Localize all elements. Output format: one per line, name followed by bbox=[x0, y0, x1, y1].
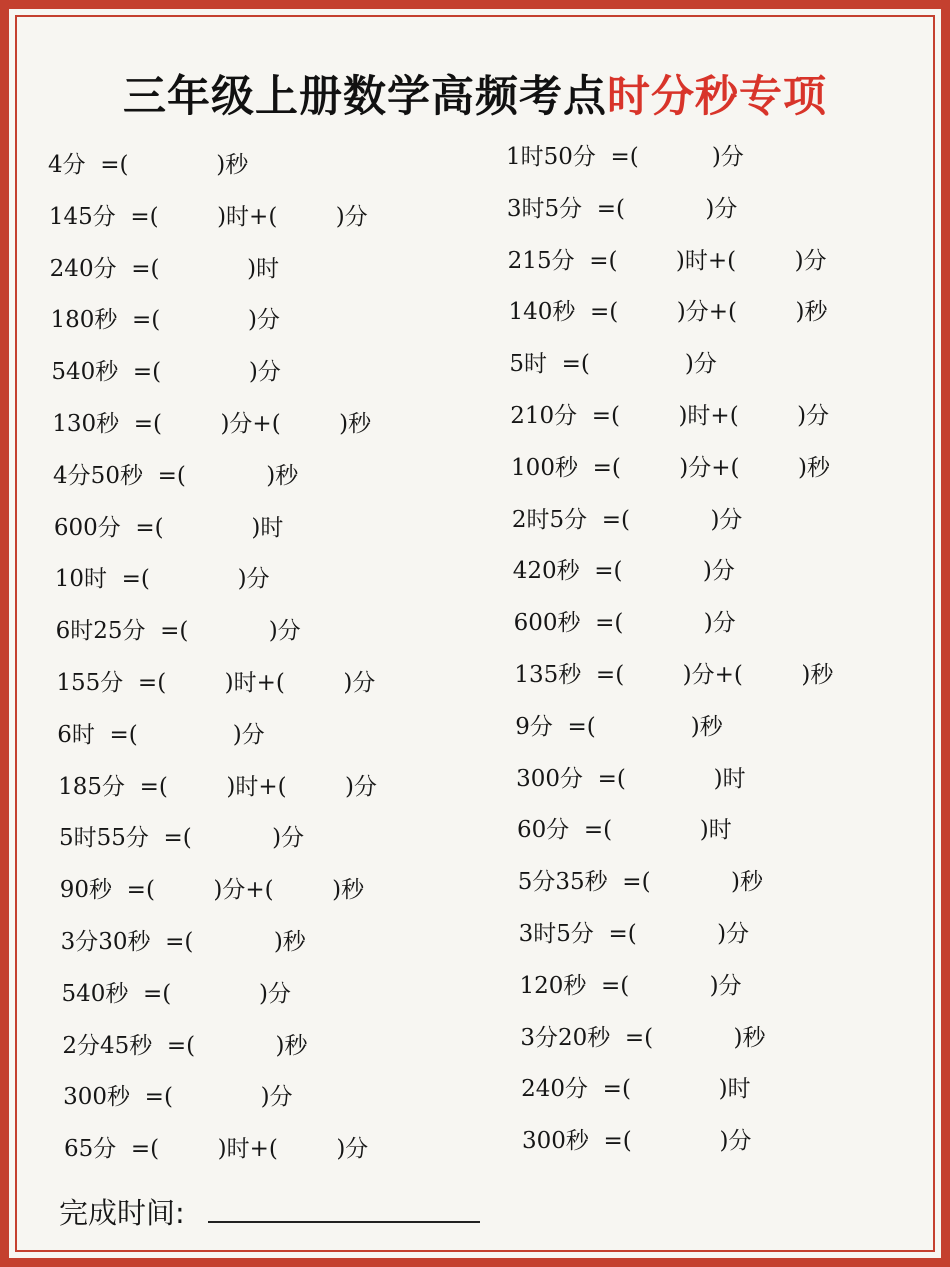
problem-item[interactable]: 300秒 =( )分 bbox=[63, 1084, 293, 1111]
completion-time-label: 完成时间: bbox=[59, 1196, 185, 1230]
problem-item[interactable]: 60分 =( )时 bbox=[516, 817, 732, 844]
problem-item[interactable]: 5时55分 =( )分 bbox=[58, 825, 305, 852]
problem-item[interactable]: 2分45秒 =( )秒 bbox=[62, 1032, 308, 1059]
problem-item[interactable]: 600分 =( )时 bbox=[53, 514, 284, 541]
problem-item[interactable]: 2时5分 =( )分 bbox=[511, 506, 743, 533]
problem-item[interactable]: 215分 =( )时+( )分 bbox=[507, 247, 827, 274]
problem-item[interactable]: 4分 =( )秒 bbox=[48, 152, 249, 178]
completion-time-blank[interactable] bbox=[208, 1221, 480, 1223]
problem-item[interactable]: 6时 =( )分 bbox=[57, 721, 265, 748]
problem-item[interactable]: 155分 =( )时+( )分 bbox=[56, 670, 376, 696]
problem-item[interactable]: 140秒 =( )分+( )秒 bbox=[508, 299, 828, 326]
problem-item[interactable]: 9分 =( )秒 bbox=[515, 713, 723, 740]
problem-item[interactable]: 240分 =( )时 bbox=[49, 255, 280, 282]
problem-item[interactable]: 300分 =( )时 bbox=[516, 765, 746, 792]
problem-item[interactable]: 5时 =( )分 bbox=[509, 351, 717, 378]
problem-item[interactable]: 240分 =( )时 bbox=[521, 1076, 751, 1103]
problem-item[interactable]: 1时50分 =( )分 bbox=[506, 144, 744, 170]
worksheet bbox=[9, 9, 941, 1258]
problem-item[interactable]: 120秒 =( )分 bbox=[519, 972, 742, 999]
problem-item[interactable]: 210分 =( )时+( )分 bbox=[510, 403, 830, 429]
problem-item[interactable]: 90秒 =( )分+( )秒 bbox=[59, 877, 365, 904]
problem-item[interactable]: 145分 =( )时+( )分 bbox=[48, 203, 368, 230]
problem-item[interactable]: 3时5分 =( )分 bbox=[518, 921, 750, 947]
problem-item[interactable]: 4分50秒 =( )秒 bbox=[53, 462, 299, 489]
problem-item[interactable]: 3分30秒 =( )秒 bbox=[60, 929, 306, 955]
problem-item[interactable]: 100秒 =( )分+( )秒 bbox=[511, 454, 830, 481]
problem-item[interactable]: 135秒 =( )分+( )秒 bbox=[514, 662, 834, 688]
title-accent: 时分秒专项 bbox=[607, 72, 827, 122]
page-title bbox=[11, 63, 939, 124]
problem-item[interactable]: 5分35秒 =( )秒 bbox=[517, 869, 763, 896]
problem-item[interactable]: 130秒 =( )分+( )秒 bbox=[52, 411, 372, 437]
problem-item[interactable]: 65分 =( )时+( )分 bbox=[64, 1136, 369, 1163]
problem-item[interactable]: 3分20秒 =( )秒 bbox=[520, 1024, 766, 1051]
problem-item[interactable]: 3时5分 =( )分 bbox=[506, 195, 738, 222]
problem-item[interactable]: 420秒 =( )分 bbox=[512, 558, 735, 585]
problem-item[interactable]: 600秒 =( )分 bbox=[513, 610, 736, 637]
problem-item[interactable]: 300秒 =( )分 bbox=[522, 1128, 752, 1155]
problem-item[interactable]: 180秒 =( )分 bbox=[50, 307, 280, 334]
problem-item[interactable]: 540秒 =( )分 bbox=[61, 980, 291, 1007]
problem-item[interactable]: 185分 =( )时+( )分 bbox=[58, 773, 378, 800]
problem-item[interactable]: 6时25分 =( )分 bbox=[55, 618, 301, 645]
problem-item[interactable]: 10时 =( )分 bbox=[54, 566, 270, 593]
problem-item[interactable]: 540秒 =( )分 bbox=[51, 359, 281, 386]
title-main: 三年级上册数学高频考点 bbox=[123, 72, 607, 122]
